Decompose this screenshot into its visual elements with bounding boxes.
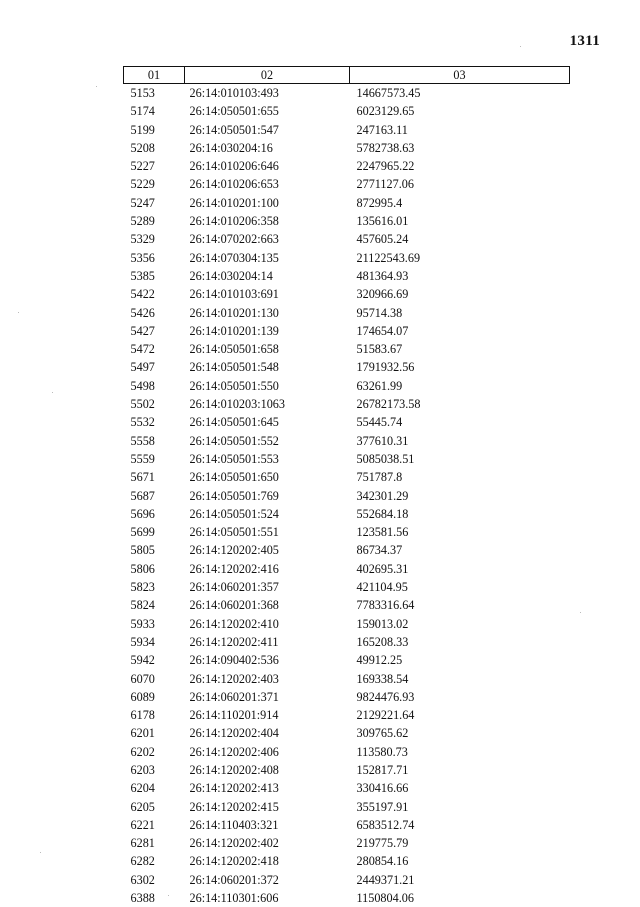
table-row [124, 487, 570, 505]
cadastral-value-cell: 481364.93 [350, 267, 570, 285]
table-row [124, 670, 570, 688]
cadastral-value-cell: 49912.25 [350, 651, 570, 669]
table-row [124, 633, 570, 651]
column-header-01: 01 [124, 67, 185, 84]
scan-speck [580, 612, 581, 613]
table-row [124, 523, 570, 541]
cadastral-number-cell: 26:14:010206:358 [185, 212, 350, 230]
cadastral-number-cell: 26:14:120202:403 [185, 670, 350, 688]
cadastral-value-cell: 2247965.22 [350, 157, 570, 175]
table-row [124, 322, 570, 340]
cadastral-number-cell: 26:14:070304:135 [185, 249, 350, 267]
record-number-cell: 6205 [124, 798, 185, 816]
record-number-cell: 5227 [124, 157, 185, 175]
table-row [124, 285, 570, 303]
cadastral-number-cell: 26:14:050501:650 [185, 468, 350, 486]
cadastral-value-cell: 123581.56 [350, 523, 570, 541]
record-number-cell: 5289 [124, 212, 185, 230]
cadastral-number-cell: 26:14:050501:548 [185, 358, 350, 376]
cadastral-number-cell: 26:14:010201:130 [185, 304, 350, 322]
cadastral-number-cell: 26:14:010203:1063 [185, 395, 350, 413]
record-number-cell: 5497 [124, 358, 185, 376]
record-number-cell: 5532 [124, 413, 185, 431]
cadastral-value-cell: 152817.71 [350, 761, 570, 779]
record-number-cell: 5153 [124, 84, 185, 103]
table-row [124, 468, 570, 486]
table-row [124, 834, 570, 852]
table-row [124, 102, 570, 120]
record-number-cell: 5934 [124, 633, 185, 651]
scan-speck [18, 312, 19, 313]
cadastral-number-cell: 26:14:120202:402 [185, 834, 350, 852]
cadastral-value-cell: 2129221.64 [350, 706, 570, 724]
record-number-cell: 6204 [124, 779, 185, 797]
table-row [124, 505, 570, 523]
record-number-cell: 5671 [124, 468, 185, 486]
table-row [124, 743, 570, 761]
cadastral-number-cell: 26:14:050501:645 [185, 413, 350, 431]
table-row [124, 541, 570, 559]
cadastral-number-cell: 26:14:050501:655 [185, 102, 350, 120]
cadastral-value-cell: 330416.66 [350, 779, 570, 797]
record-number-cell: 6089 [124, 688, 185, 706]
cadastral-value-cell: 174654.07 [350, 322, 570, 340]
cadastral-number-cell: 26:14:010103:493 [185, 84, 350, 103]
cadastral-number-cell: 26:14:010201:139 [185, 322, 350, 340]
cadastral-number-cell: 26:14:010103:691 [185, 285, 350, 303]
cadastral-number-cell: 26:14:120202:416 [185, 560, 350, 578]
cadastral-number-cell: 26:14:120202:404 [185, 724, 350, 742]
record-number-cell: 5824 [124, 596, 185, 614]
cadastral-number-cell: 26:14:050501:524 [185, 505, 350, 523]
record-number-cell: 5806 [124, 560, 185, 578]
record-number-cell: 6070 [124, 670, 185, 688]
cadastral-number-cell: 26:14:060201:371 [185, 688, 350, 706]
cadastral-number-cell: 26:14:120202:411 [185, 633, 350, 651]
record-number-cell: 5558 [124, 432, 185, 450]
cadastral-number-cell: 26:14:010201:100 [185, 194, 350, 212]
cadastral-number-cell: 26:14:060201:372 [185, 871, 350, 889]
cadastral-value-cell: 552684.18 [350, 505, 570, 523]
table-row [124, 139, 570, 157]
record-number-cell: 6178 [124, 706, 185, 724]
table-row [124, 816, 570, 834]
cadastral-value-cell: 1150804.06 [350, 889, 570, 907]
cadastral-value-cell: 63261.99 [350, 377, 570, 395]
cadastral-value-cell: 14667573.45 [350, 84, 570, 103]
record-number-cell: 5696 [124, 505, 185, 523]
cadastral-value-cell: 421104.95 [350, 578, 570, 596]
column-header-02: 02 [185, 67, 350, 84]
cadastral-number-cell: 26:14:050501:553 [185, 450, 350, 468]
cadastral-number-cell: 26:14:070202:663 [185, 230, 350, 248]
table-row [124, 761, 570, 779]
record-number-cell: 5502 [124, 395, 185, 413]
cadastral-value-cell: 309765.62 [350, 724, 570, 742]
cadastral-number-cell: 26:14:050501:551 [185, 523, 350, 541]
table-row [124, 395, 570, 413]
table-row [124, 194, 570, 212]
table-row [124, 157, 570, 175]
table-row [124, 871, 570, 889]
record-number-cell: 5427 [124, 322, 185, 340]
table-row [124, 304, 570, 322]
record-number-cell: 5472 [124, 340, 185, 358]
cadastral-value-cell: 2449371.21 [350, 871, 570, 889]
record-number-cell: 5385 [124, 267, 185, 285]
cadastral-value-cell: 169338.54 [350, 670, 570, 688]
record-number-cell: 5229 [124, 175, 185, 193]
record-number-cell: 5498 [124, 377, 185, 395]
cadastral-number-cell: 26:14:060201:368 [185, 596, 350, 614]
table-row [124, 432, 570, 450]
cadastral-value-cell: 751787.8 [350, 468, 570, 486]
cadastral-value-cell: 26782173.58 [350, 395, 570, 413]
cadastral-value-cell: 55445.74 [350, 413, 570, 431]
cadastral-number-cell: 26:14:120202:405 [185, 541, 350, 559]
table-row [124, 779, 570, 797]
scan-speck [96, 86, 97, 87]
cadastral-value-cell: 7783316.64 [350, 596, 570, 614]
table-row [124, 249, 570, 267]
cadastral-value-cell: 86734.37 [350, 541, 570, 559]
cadastral-number-cell: 26:14:050501:550 [185, 377, 350, 395]
cadastral-number-cell: 26:14:090402:536 [185, 651, 350, 669]
cadastral-value-cell: 159013.02 [350, 615, 570, 633]
table-row [124, 377, 570, 395]
record-number-cell: 6388 [124, 889, 185, 907]
table-row [124, 615, 570, 633]
record-number-cell: 5329 [124, 230, 185, 248]
table-row [124, 852, 570, 870]
cadastral-value-cell: 9824476.93 [350, 688, 570, 706]
cadastral-value-cell: 342301.29 [350, 487, 570, 505]
record-number-cell: 5805 [124, 541, 185, 559]
table-row [124, 596, 570, 614]
record-number-cell: 5426 [124, 304, 185, 322]
table-row [124, 706, 570, 724]
cadastral-number-cell: 26:14:110301:606 [185, 889, 350, 907]
record-number-cell: 5942 [124, 651, 185, 669]
cadastral-number-cell: 26:14:120202:408 [185, 761, 350, 779]
table-row [124, 267, 570, 285]
cadastral-value-cell: 219775.79 [350, 834, 570, 852]
table-row [124, 358, 570, 376]
cadastral-value-cell: 402695.31 [350, 560, 570, 578]
cadastral-number-cell: 26:14:110201:914 [185, 706, 350, 724]
cadastral-value-cell: 355197.91 [350, 798, 570, 816]
record-number-cell: 6302 [124, 871, 185, 889]
cadastral-value-cell: 6583512.74 [350, 816, 570, 834]
cadastral-value-cell: 280854.16 [350, 852, 570, 870]
table-row [124, 175, 570, 193]
cadastral-number-cell: 26:14:120202:406 [185, 743, 350, 761]
scan-speck [168, 895, 169, 896]
record-number-cell: 6282 [124, 852, 185, 870]
cadastral-value-table [123, 66, 570, 907]
cadastral-value-cell: 51583.67 [350, 340, 570, 358]
cadastral-number-cell: 26:14:110403:321 [185, 816, 350, 834]
cadastral-number-cell: 26:14:120202:418 [185, 852, 350, 870]
table-row [124, 798, 570, 816]
header-row [124, 67, 570, 84]
record-number-cell: 5687 [124, 487, 185, 505]
scan-speck [520, 46, 521, 47]
cadastral-value-cell: 377610.31 [350, 432, 570, 450]
cadastral-number-cell: 26:14:050501:769 [185, 487, 350, 505]
table-row [124, 889, 570, 907]
record-number-cell: 5247 [124, 194, 185, 212]
table-row [124, 651, 570, 669]
cadastral-number-cell: 26:14:120202:415 [185, 798, 350, 816]
record-number-cell: 5699 [124, 523, 185, 541]
table-row [124, 688, 570, 706]
cadastral-number-cell: 26:14:030204:14 [185, 267, 350, 285]
table-row [124, 340, 570, 358]
table-row [124, 230, 570, 248]
table-row [124, 450, 570, 468]
record-number-cell: 6281 [124, 834, 185, 852]
record-number-cell: 6201 [124, 724, 185, 742]
record-number-cell: 5174 [124, 102, 185, 120]
cadastral-number-cell: 26:14:050501:552 [185, 432, 350, 450]
cadastral-value-cell: 1791932.56 [350, 358, 570, 376]
cadastral-value-cell: 872995.4 [350, 194, 570, 212]
record-number-cell: 5208 [124, 139, 185, 157]
table-row [124, 560, 570, 578]
record-number-cell: 6221 [124, 816, 185, 834]
cadastral-value-cell: 95714.38 [350, 304, 570, 322]
cadastral-number-cell: 26:14:050501:547 [185, 121, 350, 139]
record-number-cell: 6202 [124, 743, 185, 761]
table-row [124, 84, 570, 103]
cadastral-value-cell: 6023129.65 [350, 102, 570, 120]
cadastral-value-cell: 113580.73 [350, 743, 570, 761]
cadastral-number-cell: 26:14:120202:410 [185, 615, 350, 633]
table-header [124, 67, 570, 84]
cadastral-value-cell: 2771127.06 [350, 175, 570, 193]
cadastral-value-cell: 247163.11 [350, 121, 570, 139]
table-row [124, 121, 570, 139]
cadastral-value-cell: 5782738.63 [350, 139, 570, 157]
cadastral-number-cell: 26:14:060201:357 [185, 578, 350, 596]
cadastral-value-cell: 5085038.51 [350, 450, 570, 468]
record-number-cell: 5199 [124, 121, 185, 139]
table-row [124, 212, 570, 230]
cadastral-number-cell: 26:14:120202:413 [185, 779, 350, 797]
record-number-cell: 5356 [124, 249, 185, 267]
record-number-cell: 5559 [124, 450, 185, 468]
cadastral-number-cell: 26:14:010206:653 [185, 175, 350, 193]
record-number-cell: 5933 [124, 615, 185, 633]
cadastral-value-cell: 457605.24 [350, 230, 570, 248]
cadastral-number-cell: 26:14:030204:16 [185, 139, 350, 157]
record-number-cell: 5823 [124, 578, 185, 596]
table-row [124, 578, 570, 596]
table-row [124, 413, 570, 431]
table-body [124, 84, 570, 907]
cadastral-value-cell: 320966.69 [350, 285, 570, 303]
table-row [124, 724, 570, 742]
record-number-cell: 5422 [124, 285, 185, 303]
scan-speck [40, 852, 41, 853]
cadastral-value-cell: 135616.01 [350, 212, 570, 230]
cadastral-number-cell: 26:14:050501:658 [185, 340, 350, 358]
scan-speck [52, 392, 53, 393]
cadastral-value-cell: 165208.33 [350, 633, 570, 651]
column-header-03: 03 [350, 67, 570, 84]
page-number: 1311 [570, 33, 600, 50]
record-number-cell: 6203 [124, 761, 185, 779]
cadastral-number-cell: 26:14:010206:646 [185, 157, 350, 175]
cadastral-value-cell: 21122543.69 [350, 249, 570, 267]
